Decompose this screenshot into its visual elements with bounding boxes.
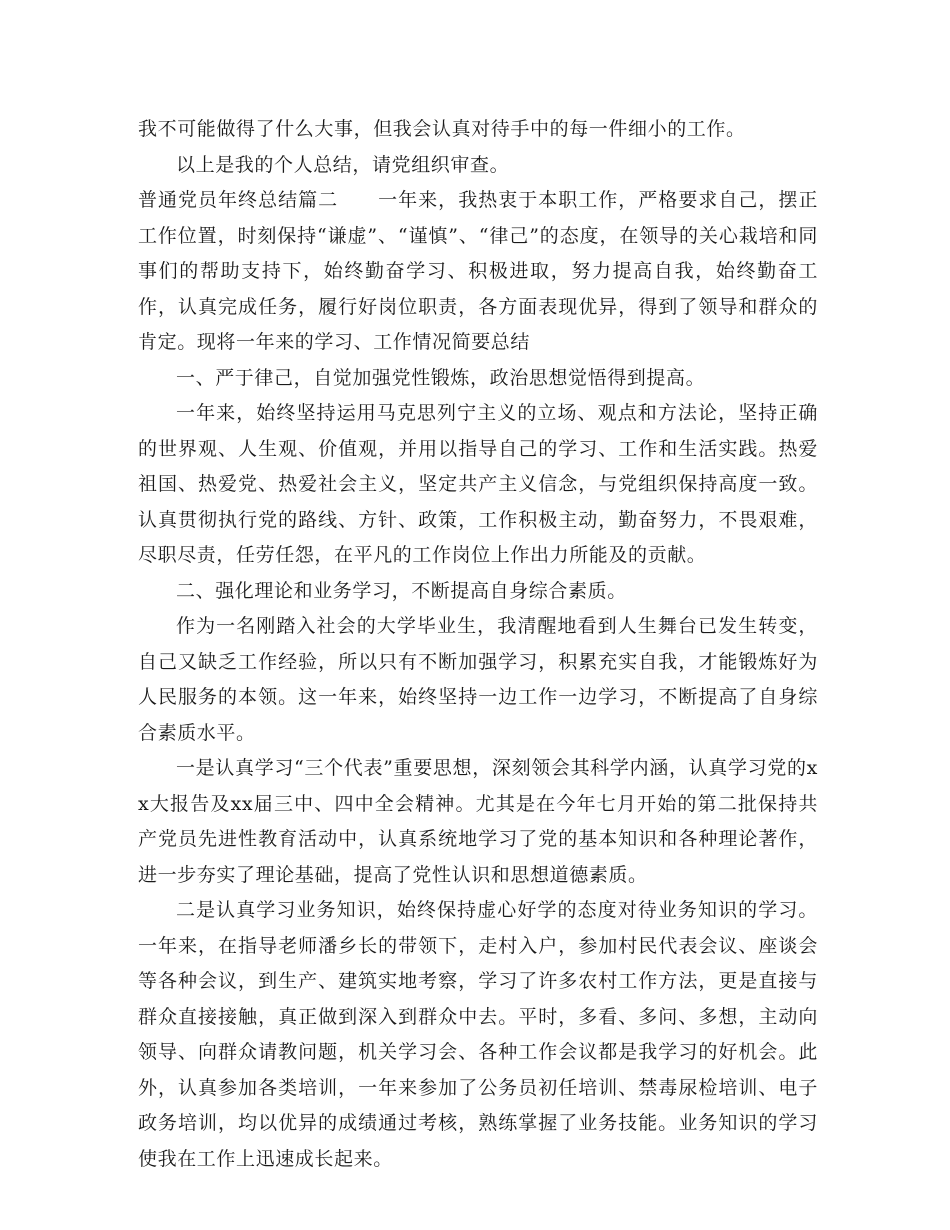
- paragraph-business-study: 二是认真学习业务知识，始终保持虚心好学的态度对待业务知识的学习。一年来，在指导老师潘乡长的带领下，走村入户，参加村民代表会议、座谈会等各种会议，到生产、建筑实地考察，学习了许多农村工作方法，更是直接与群众直接接触，真正做到深入到群众中去。平时，多看、多问、多想，主动向领导、向群众请教问题，机关学习会、各种工作会议都是我学习的好机会。此外，认真参加各类培训，一年来参加了公务员初任培训、禁毒尿检培训、电子政务培训，均以优异的成绩通过考核，熟练掌握了业务技能。业务知识的学习使我在工作上迅速成长起来。: [138, 899, 818, 1170]
- paragraph-closing-line: 我不可能做得了什么大事，但我会认真对待手中的每一件细小的工作。: [138, 118, 746, 140]
- paragraph-political-thought: 一年来，始终坚持运用马克思列宁主义的立场、观点和方法论，坚持正确的世界观、人生观、价值观，并用以指导自己的学习、工作和生活实践。热爱祖国、热爱党、热爱社会主义，坚定共产主义信念，与党组织保持高度一致。认真贯彻执行党的路线、方针、政策，工作积极主动，勤奋努力，不畏艰难，尽职尽责，任劳任怨，在平凡的工作岗位上作出力所能及的贡献。: [138, 402, 818, 566]
- paragraph-theory-study: 一是认真学习“三个代表”重要思想，深刻领会其科学内涵，认真学习党的xx大报告及xx届三中、四中全会精神。尤其是在今年七月开始的第二批保持共产党员先进性教育活动中，认真系统地学习了党的基本知识和各种理论著作，进一步夯实了理论基础，提高了党性认识和思想道德素质。: [138, 757, 818, 886]
- paragraph-graduate-study: 作为一名刚踏入社会的大学毕业生，我清醒地看到人生舞台已发生转变，自己又缺乏工作经验，所以只有不断加强学习，积累充实自我，才能锻炼好为人民服务的本领。这一年来，始终坚持一边工作一边学习，不断提高了自身综合素质水平。: [138, 615, 818, 744]
- heading-study: 二、强化理论和业务学习，不断提高自身综合素质。: [176, 579, 627, 602]
- paragraph-section-two-intro: 普通党员年终总结篇二 一年来，我热衷于本职工作，严格要求自己，摆正工作位置，时刻保持“谦虚”、“谨慎”、“律己”的态度，在领导的关心栽培和同事们的帮助支持下，始终勤奋学习、积极进取，努力提高自我，始终勤奋工作，认真完成任务，履行好岗位职责，各方面表现优异，得到了领导和群众的肯定。现将一年来的学习、工作情况简要总结: [138, 189, 818, 353]
- heading-discipline: 一、严于律己，自觉加强党性锻炼，政治思想觉悟得到提高。: [176, 366, 706, 389]
- paragraph-submission-note: 以上是我的个人总结，请党组织审查。: [176, 153, 510, 176]
- document-body: [138, 112, 818, 1177]
